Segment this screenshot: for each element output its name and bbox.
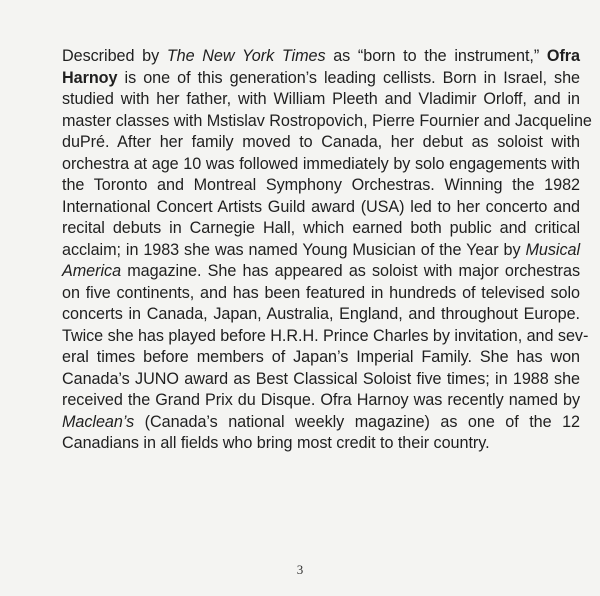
bio-text: as “born to the instrument,”: [325, 47, 547, 65]
magazine-title: America: [62, 262, 122, 280]
bio-line: [62, 46, 580, 68]
bio-text: (Canada’s national weekly magazine) as one of the 12: [134, 412, 580, 431]
bio-line: received the Grand Prix du Disque. Ofra Harnoy was recently named by: [62, 391, 580, 409]
bio-line: [62, 261, 580, 283]
bio-line: the Toronto and Montreal Symphony Orchestras. Winning the 1982: [62, 176, 580, 194]
bio-line: Canadians in all fields who bring most credit to their country.: [62, 434, 490, 452]
bio-line: [62, 68, 580, 90]
page-number: 3: [296, 562, 304, 577]
magazine-title: Maclean’s: [62, 412, 135, 431]
publication-title: The New York Times: [166, 47, 326, 65]
bio-line: concerts in Canada, Japan, Australia, England, and throughout Europe.: [62, 305, 580, 323]
bio-line: eral times before members of Japan’s Imperial Family. She has won: [62, 348, 580, 366]
bio-line: duPré. After her family moved to Canada, her debut as soloist with: [62, 133, 580, 151]
bio-line: International Concert Artists Guild award (USA) led to her concerto and: [62, 197, 580, 216]
magazine-title: Musical: [525, 240, 580, 259]
artist-name-last: Harnoy: [62, 68, 118, 87]
bio-line: [62, 240, 580, 262]
artist-name-first: Ofra: [546, 47, 580, 65]
bio-line: on five continents, and has been featured in hundreds of televised solo: [62, 283, 580, 302]
bio-line: master classes with Mstislav Rostropovich, Pierre Fournier and Jacqueline: [62, 111, 592, 130]
bio-line: Twice she has played before H.R.H. Prince Charles by invitation, and sev-: [62, 326, 589, 345]
biography-paragraph: [62, 46, 592, 455]
bio-text: is one of this generation’s leading cellists. Born in Israel, she: [117, 68, 580, 87]
bio-line: recital debuts in Carnegie Hall, which earned both public and critical: [62, 219, 580, 237]
bio-text: Described by: [62, 47, 167, 65]
bio-line: orchestra at age 10 was followed immediately by solo engagements with: [62, 154, 580, 173]
bio-text: acclaim; in 1983 she was named Young Musician of the Year by: [62, 240, 526, 259]
bio-text: magazine. She has appeared as soloist with major orchestras: [121, 262, 580, 280]
bio-line: Canada’s JUNO award as Best Classical Soloist five times; in 1988 she: [62, 369, 580, 388]
bio-line: studied with her father, with William Pleeth and Vladimir Orloff, and in: [62, 90, 580, 108]
bio-line: [62, 412, 580, 434]
